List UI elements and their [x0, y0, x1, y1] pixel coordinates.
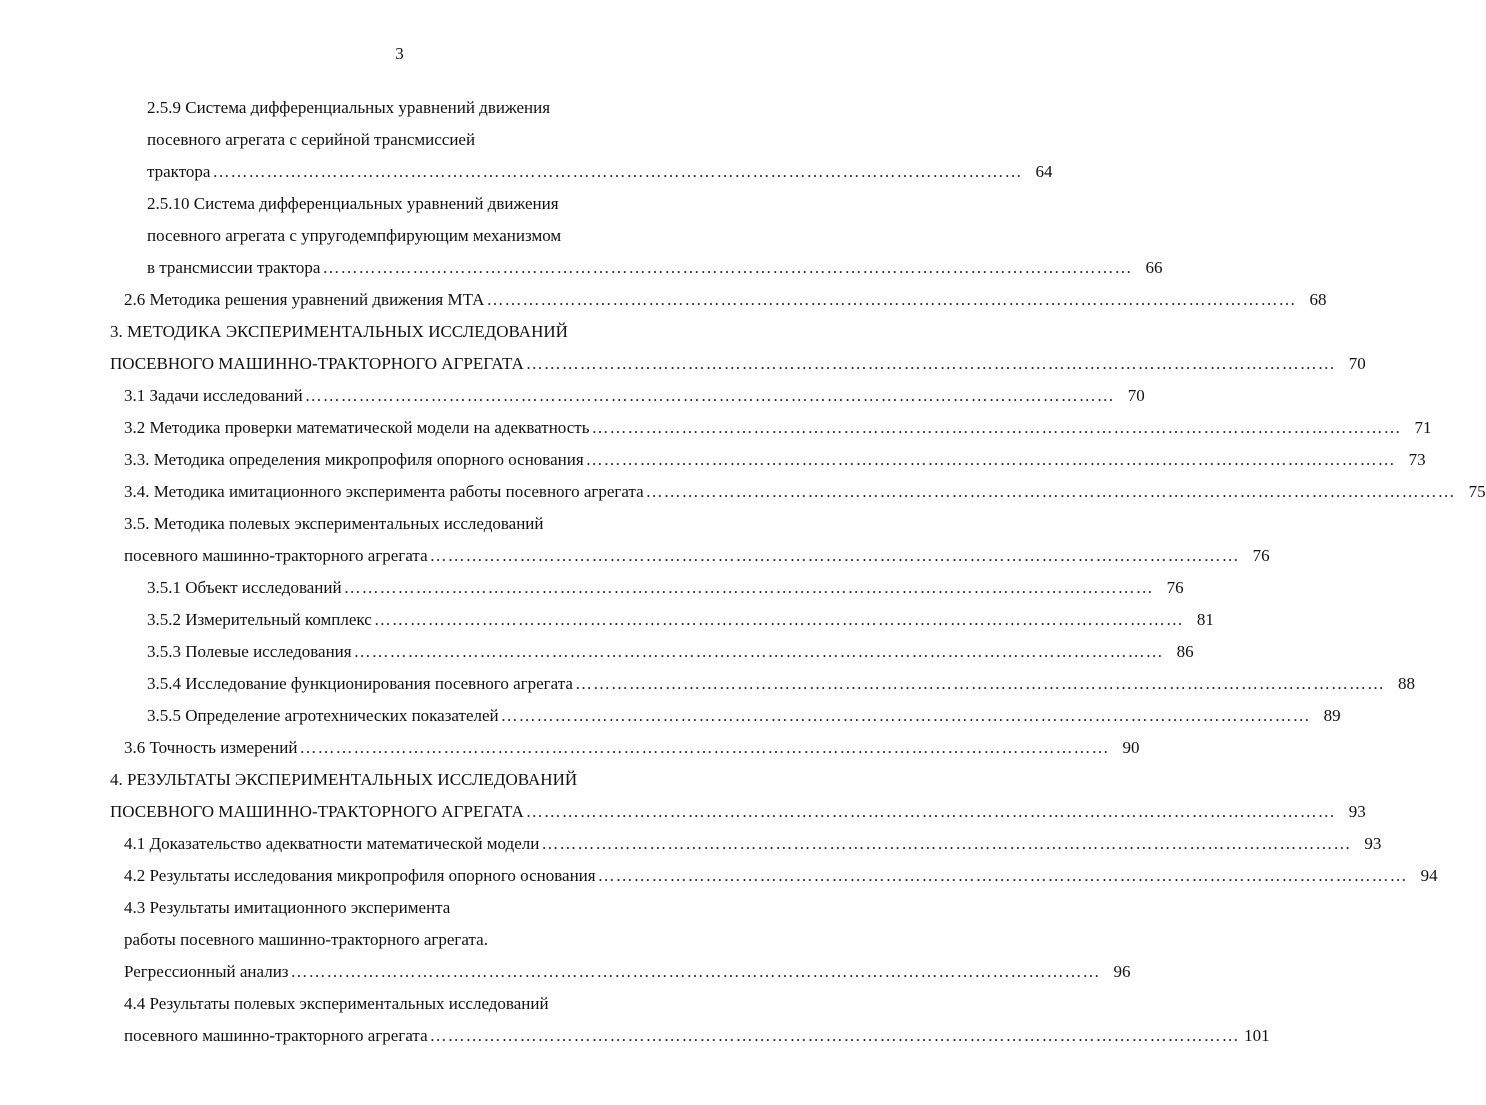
toc-entry	[0, 444, 1426, 476]
toc-leader-dots: ………………………………………………………………………………………………………………………	[574, 674, 1385, 693]
toc-entry-text: 2.5.10 Система дифференциальных уравнений движения	[147, 194, 559, 213]
toc-entry	[0, 764, 799, 796]
toc-entry-text: 3.3. Методика определения микропрофиля опорного основания	[124, 450, 584, 469]
toc-page-ref: 71	[1414, 418, 1432, 437]
toc-entry	[0, 316, 799, 348]
toc-page-ref: 73	[1408, 450, 1426, 469]
toc-entry-text: 4.3 Результаты имитационного эксперимента	[124, 898, 451, 917]
toc-leader-dots: ………………………………………………………………………………………………………………………	[645, 482, 1456, 501]
toc-leader-dots: ………………………………………………………………………………………………………………………	[500, 706, 1311, 725]
toc-page-ref: 96	[1113, 962, 1131, 981]
toc-entry-text: Регрессионный анализ	[124, 962, 289, 981]
toc-leader-dots: ………………………………………………………………………………………………………………………	[429, 546, 1240, 565]
toc-page-ref: 68	[1309, 290, 1327, 309]
toc-leader-dots: ………………………………………………………………………………………………………………………	[597, 866, 1408, 885]
toc-leader-dots: ………………………………………………………………………………………………………………………	[212, 162, 1023, 181]
toc-entry	[0, 1020, 1270, 1052]
toc-chapter-title: ПОСЕВНОГО МАШИННО-ТРАКТОРНОГО АГРЕГАТА	[110, 354, 524, 373]
toc-page-ref: 89	[1323, 706, 1341, 725]
toc-page-ref: 64	[1035, 162, 1053, 181]
toc-entry	[0, 796, 1366, 828]
toc-entry-text: 3.2 Методика проверки математической модели на адекватность	[124, 418, 590, 437]
toc-page-ref: 76	[1166, 578, 1184, 597]
toc-entry-text: 4.2 Результаты исследования микропрофиля опорного основания	[124, 866, 596, 885]
toc-entry	[0, 252, 1163, 284]
toc-page-ref: 88	[1397, 674, 1415, 693]
toc-page-ref: 93	[1348, 802, 1366, 821]
toc-entry	[0, 124, 799, 156]
toc-entry-text: 3.5.4 Исследование функционирования посевного агрегата	[147, 674, 573, 693]
toc-entry-text: 3.5.3 Полевые исследования	[147, 642, 352, 661]
toc-entry-text: 2.6 Методика решения уравнений движения МТА	[124, 290, 485, 309]
toc-leader-dots: ………………………………………………………………………………………………………………………	[525, 802, 1336, 821]
toc-entry-text: 3.5.1 Объект исследований	[147, 578, 342, 597]
toc-leader-dots: ………………………………………………………………………………………………………………………	[429, 1026, 1240, 1045]
toc-entry	[0, 732, 1140, 764]
toc-entry	[0, 92, 799, 124]
toc-leader-dots: ………………………………………………………………………………………………………………………	[343, 578, 1154, 597]
toc-entry	[0, 700, 1341, 732]
toc-leader-dots: ………………………………………………………………………………………………………………………	[304, 386, 1115, 405]
toc-entry-text: 3.5. Методика полевых экспериментальных исследований	[124, 514, 544, 533]
toc-entry	[0, 284, 1327, 316]
toc-entry	[0, 828, 1382, 860]
toc-leader-dots: ………………………………………………………………………………………………………………………	[290, 962, 1101, 981]
toc-entry	[0, 220, 799, 252]
toc-page-ref: 86	[1176, 642, 1194, 661]
toc-page-ref: 76	[1252, 546, 1270, 565]
toc-entry	[0, 636, 1194, 668]
table-of-contents	[0, 92, 1486, 1052]
toc-entry	[0, 668, 1415, 700]
toc-leader-dots: ………………………………………………………………………………………………………………………	[322, 258, 1133, 277]
toc-page-ref: 70	[1348, 354, 1366, 373]
toc-entry-text: посевного агрегата с серийной трансмиссией	[147, 130, 476, 149]
toc-entry-text: 3.6 Точность измерений	[124, 738, 298, 757]
toc-entry-text: 3.5.5 Определение агротехнических показателей	[147, 706, 499, 725]
toc-entry-text: 3.5.2 Измерительный комплекс	[147, 610, 372, 629]
toc-entry	[0, 348, 1366, 380]
toc-entry	[0, 572, 1184, 604]
toc-entry	[0, 188, 799, 220]
toc-leader-dots: ………………………………………………………………………………………………………………………	[591, 418, 1402, 437]
toc-page-ref: 66	[1145, 258, 1163, 277]
toc-entry	[0, 476, 1486, 508]
toc-leader-dots: ………………………………………………………………………………………………………………………	[585, 450, 1396, 469]
toc-leader-dots: ………………………………………………………………………………………………………………………	[299, 738, 1110, 757]
toc-entry-text: в трансмиссии трактора	[147, 258, 321, 277]
toc-entry-text: посевного агрегата с упругодемпфирующим механизмом	[147, 226, 562, 245]
toc-chapter-title: 4. РЕЗУЛЬТАТЫ ЭКСПЕРИМЕНТАЛЬНЫХ ИССЛЕДОВАНИЙ	[110, 770, 578, 789]
toc-chapter-title: 3. МЕТОДИКА ЭКСПЕРИМЕНТАЛЬНЫХ ИССЛЕДОВАНИЙ	[110, 322, 568, 341]
toc-page-ref: 94	[1420, 866, 1438, 885]
toc-entry	[0, 508, 799, 540]
toc-leader-dots: ………………………………………………………………………………………………………………………	[373, 610, 1184, 629]
toc-entry	[0, 156, 1053, 188]
toc-entry	[0, 956, 1131, 988]
toc-entry	[0, 412, 1432, 444]
toc-entry	[0, 924, 799, 956]
toc-entry-text: 2.5.9 Система дифференциальных уравнений движения	[147, 98, 551, 117]
toc-entry	[0, 380, 1145, 412]
toc-leader-dots: ………………………………………………………………………………………………………………………	[525, 354, 1336, 373]
toc-page-ref: 93	[1364, 834, 1382, 853]
toc-page-ref: 101	[1244, 1026, 1270, 1045]
toc-entry-text: 4.1 Доказательство адекватности математической модели	[124, 834, 540, 853]
toc-page-ref: 81	[1196, 610, 1214, 629]
toc-entry-text: трактора	[147, 162, 211, 181]
toc-entry-text: посевного машинно-тракторного агрегата	[124, 546, 428, 565]
toc-entry-text: 3.4. Методика имитационного эксперимента работы посевного агрегата	[124, 482, 644, 501]
toc-entry	[0, 988, 799, 1020]
toc-entry-text: посевного машинно-тракторного агрегата	[124, 1026, 428, 1045]
toc-entry	[0, 892, 799, 924]
toc-leader-dots: ………………………………………………………………………………………………………………………	[541, 834, 1352, 853]
toc-page-ref: 90	[1122, 738, 1140, 757]
toc-entry-text: 3.1 Задачи исследований	[124, 386, 303, 405]
toc-entry-text: 4.4 Результаты полевых экспериментальных исследований	[124, 994, 549, 1013]
toc-page-ref: 70	[1127, 386, 1145, 405]
toc-leader-dots: ………………………………………………………………………………………………………………………	[486, 290, 1297, 309]
page-number: 3	[395, 44, 404, 63]
toc-entry-text: работы посевного машинно-тракторного агрегата.	[124, 930, 488, 949]
toc-entry	[0, 540, 1270, 572]
toc-entry	[0, 860, 1438, 892]
toc-entry	[0, 604, 1214, 636]
toc-chapter-title: ПОСЕВНОГО МАШИННО-ТРАКТОРНОГО АГРЕГАТА	[110, 802, 524, 821]
toc-leader-dots: ………………………………………………………………………………………………………………………	[353, 642, 1164, 661]
toc-page-ref: 75	[1468, 482, 1486, 501]
